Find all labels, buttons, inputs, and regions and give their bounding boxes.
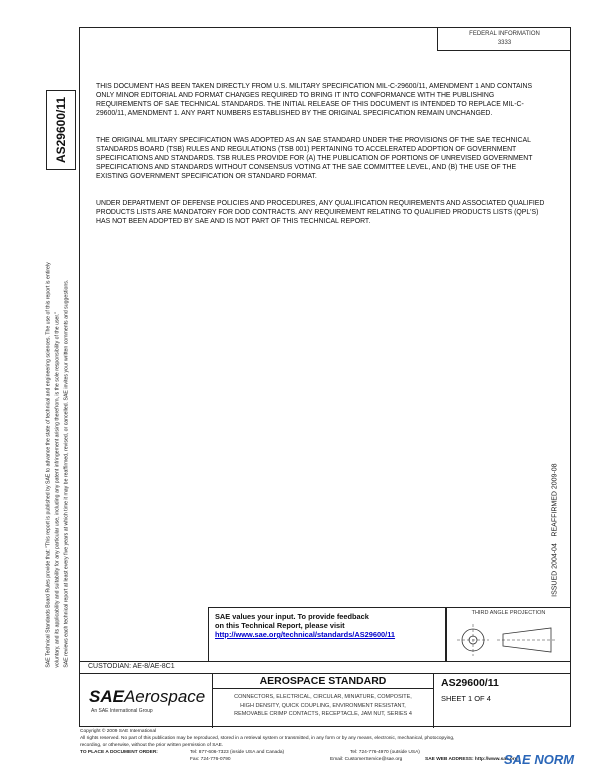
footer-fax: Fax: 724-776-0790 — [190, 757, 231, 762]
feedback-line2: on this Technical Report, please visit — [215, 621, 345, 630]
footer-rights2: recording, or otherwise, without the prior written permission of SAE. — [80, 743, 224, 748]
custodian: CUSTODIAN: AE-8/AE-8C1 — [88, 663, 175, 670]
sae-norm-watermark: SAE NORM — [504, 752, 575, 767]
federal-info-box — [437, 27, 571, 51]
footer-copyright: Copyright © 2009 SAE International — [80, 729, 157, 734]
side-document-number — [46, 90, 76, 170]
standard-title-line: REMOVABLE CRIMP CONTACTS, RECEPTACLE, JAM NUT, SERIES 4 — [234, 711, 412, 717]
feedback-link[interactable]: http://www.sae.org/technical/standards/AS29600/11 — [215, 630, 396, 639]
footer — [80, 728, 570, 763]
footer-tel1: Tel: 877-606-7323 (inside USA and Canada) — [190, 750, 285, 755]
footer-order-label: TO PLACE A DOCUMENT ORDER: — [80, 750, 158, 755]
standard-title-line: CONNECTORS, ELECTRICAL, CIRCULAR, MINIATURE, COMPOSITE, — [234, 694, 412, 700]
side-disclaimer — [45, 262, 72, 667]
footer-email[interactable]: Email: CustomerService@sae.org — [330, 757, 403, 762]
projection-box — [446, 607, 571, 661]
sheet-number: SHEET 1 OF 4 — [441, 694, 491, 703]
projection-label: THIRD ANGLE PROJECTION — [471, 610, 546, 616]
logo-bold: SAE — [89, 687, 124, 706]
paragraph-adoption: THE ORIGINAL MILITARY SPECIFICATION WAS ADOPTED AS AN SAE STANDARD UNDER THE PROVISIONS OF THE SAE TECHNICAL STANDARDS BOARD (TSB) RULES AND REGULATIONS (TSB 001) PERTAINING TO ACCELERATED ADOPTION OF GOVERNMENT SPECIFICATIONS AND STANDARDS. TSB RULES PROVIDE FOR (A) THE PUBLICATION OF PORTIONS OF UNREVISED GOVERNMENT SPECIFICATIONS AND STANDARDS WITHOUT CONSENSUS VOTING AT THE SAE COMMITTEE LEVEL, AND (B) THE USE OF THE EXISTING GOVERNMENT SPECIFICATION OR STANDARD FORMAT. — [96, 137, 533, 180]
third-angle-projection-icon — [453, 620, 565, 658]
reaffirmed-date: REAFFIRMED 2009-08 — [551, 463, 559, 537]
side-disclaimer-line: voluntary, and its applicability and suitability for any particular use, including any patent infringement arising therefrom, is the sole responsibility of the user." — [54, 311, 61, 668]
issued-date: ISSUED 2004-04 — [551, 543, 559, 597]
federal-info-line2: 3333 — [497, 40, 512, 46]
standard-title — [212, 689, 434, 728]
standard-heading: AEROSPACE STANDARD — [212, 674, 434, 689]
paragraph-intro: THIS DOCUMENT HAS BEEN TAKEN DIRECTLY FROM U.S. MILITARY SPECIFICATION MIL-C-29600/11, AMENDMENT 1 AND CONTAINS ONLY MINOR EDITORIAL AND FORMAT CHANGES REQUIRED TO BRING IT INTO CONFORMANCE WITH THE PUBLISHING REQUIREMENTS OF SAE TECHNICAL STANDARDS. THE INITIAL RELEASE OF THIS DOCUMENT IS INTENDED TO REPLACE MIL-C-29600/11, AMENDMENT 1. ANY PART NUMBERS ESTABLISHED BY THE ORIGINAL SPECIFICATION REMAIN UNCHANGED. — [96, 83, 533, 117]
feedback-box — [208, 607, 446, 661]
side-disclaimer-line: SAE Technical Standards Board Rules provide that: "This report is published by SAE to advance the state of technical and engineering sciences. The use of this report is entirely — [45, 262, 52, 668]
title-block — [79, 673, 571, 727]
standard-title-line: HIGH DENSITY, QUICK COUPLING, ENVIRONMENT RESISTANT, — [240, 702, 406, 709]
side-disclaimer-line: SAE reviews each technical report at least every five years at which time it may be reaffirmed, revised, or cancelled. SAE invites your written comments and suggestions. — [63, 279, 70, 668]
feedback-line1: SAE values your input. To provide feedback — [215, 612, 369, 621]
paragraph-qpl: UNDER DEPARTMENT OF DEFENSE POLICIES AND PROCEDURES, ANY QUALIFICATION REQUIREMENTS AND ASSOCIATED QUALIFIED PRODUCTS LISTS ARE MANDATORY FOR DOD CONTRACTS. ANY REQUIREMENT RELATING TO QUALIFIED PRODUCTS LISTS (QPL'S) HAS NOT BEEN ADOPTED BY SAE AND IS NOT PART OF THIS TECHNICAL REPORT. — [96, 200, 545, 225]
document-number: AS29600/11 — [441, 677, 499, 689]
logo-rest: Aerospace — [123, 687, 206, 706]
footer-tel2: Tel: 724-776-4970 (outside USA) — [350, 750, 420, 755]
divider — [79, 661, 571, 662]
logo-subtitle: An SAE International Group — [91, 708, 153, 714]
footer-web[interactable]: SAE WEB ADDRESS: http://www.sae.org — [425, 757, 518, 762]
federal-info-line1: FEDERAL INFORMATION — [469, 31, 540, 37]
footer-rights: All rights reserved. No part of this publication may be reproduced, stored in a retrieval system or transmitted, in any form or by any means, electronic, mechanical, photocopying, — [80, 736, 455, 741]
sae-aerospace-logo — [89, 687, 205, 707]
side-document-number-text: AS29600/11 — [54, 96, 68, 164]
